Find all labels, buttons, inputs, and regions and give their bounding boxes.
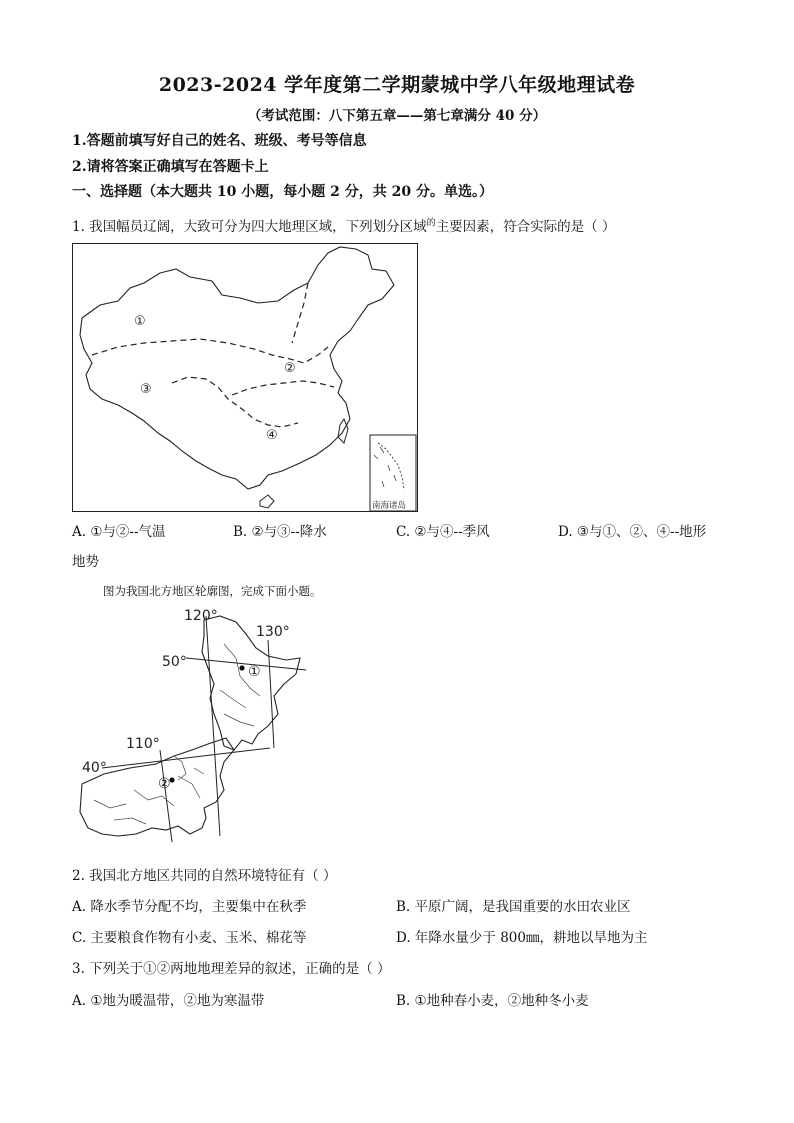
map-region-label-1: ①: [134, 314, 146, 329]
question-2-stem: 2. 我国北方地区共同的自然环境特征有（ ）: [72, 868, 337, 884]
section-heading: 一、选择题（本大题共 10 小题，每小题 2 分，共 20 分。单选。）: [72, 184, 493, 200]
question-3-stem: 3. 下列关于①②两地地理差异的叙述，正确的是（ ）: [72, 961, 391, 977]
china-regions-map: [72, 243, 418, 513]
question-2-option-b[interactable]: B. 平原广阔，是我国重要的水田农业区: [396, 899, 631, 915]
question-1-option-c[interactable]: C. ②与④--季风: [396, 524, 490, 540]
lat-label-40: 40°: [82, 760, 107, 776]
south-china-sea-inset: [370, 435, 416, 511]
question-1-stem-sup: 的: [426, 218, 436, 229]
question-1-option-d[interactable]: D. ③与①、②、④--地形: [558, 524, 707, 540]
question-1-option-b[interactable]: B. ②与③--降水: [233, 524, 327, 540]
exam-title: 2023-2024 学年度第二学期蒙城中学八年级地理试卷: [158, 74, 636, 96]
north-china-map: [74, 604, 314, 846]
note-1: 1.答题前填写好自己的姓名、班级、考号等信息: [72, 133, 367, 149]
map-intro: 图为我国北方地区轮廓图，完成下面小题。: [103, 584, 322, 598]
lat-label-50: 50°: [162, 654, 187, 670]
map-region-label-4: ④: [266, 428, 278, 443]
question-1-stem-tail: 主要因素，符合实际的是（ ）: [435, 219, 616, 235]
question-1-stem-text: 1. 我国幅员辽阔，大致可分为四大地理区域，下列划分区域: [72, 219, 427, 235]
question-3-option-a[interactable]: A. ①地为暖温带，②地为寒温带: [72, 993, 265, 1009]
question-1-option-d-wrap: 地势: [72, 554, 99, 570]
lon-label-110: 110°: [126, 736, 160, 752]
point-label-1: ①: [248, 664, 261, 680]
inset-label: 南海诸岛: [372, 501, 407, 511]
question-1-stem: [72, 215, 615, 235]
question-2-option-a[interactable]: A. 降水季节分配不均，主要集中在秋季: [72, 899, 307, 915]
question-2-option-c[interactable]: C. 主要粮食作物有小麦、玉米、棉花等: [72, 930, 307, 946]
point-1-dot: [239, 665, 244, 670]
exam-subtitle: （考试范围：八下第五章——第七章满分 40 分）: [247, 108, 547, 124]
point-label-2: ②: [158, 776, 171, 792]
map-region-label-2: ②: [284, 361, 296, 376]
question-3-option-b[interactable]: B. ①地种春小麦，②地种冬小麦: [396, 993, 589, 1009]
lon-label-130: 130°: [256, 624, 290, 640]
north-plain-outline: [80, 738, 234, 836]
question-1-option-a[interactable]: A. ①与②--气温: [72, 524, 166, 540]
question-2-option-d[interactable]: D. 年降水量少于 800㎜，耕地以旱地为主: [396, 930, 648, 946]
map-region-label-3: ③: [140, 382, 152, 397]
note-2: 2.请将答案正确填写在答题卡上: [72, 159, 269, 175]
lon-label-120: 120°: [184, 608, 218, 624]
